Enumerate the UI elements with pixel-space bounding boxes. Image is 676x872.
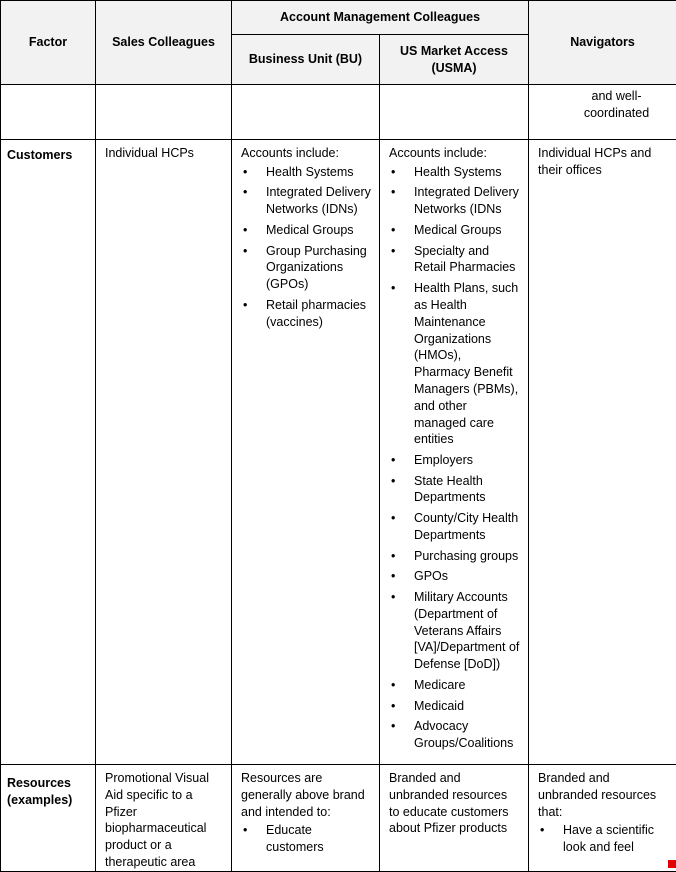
list-item: • County/City Health Departments [389,510,520,544]
list-item: • Employers [389,452,520,469]
list-item: • Educate customers [241,822,371,856]
list-item: • Medicare [389,677,520,694]
continuation-usma-cell [380,85,529,140]
resources-factor: Resources (examples) [1,765,95,809]
list-item: • Medical Groups [389,222,520,239]
list-item: • Retail pharmacies (vaccines) [241,297,371,331]
header-factor: Factor [1,1,96,85]
list-item: • Specialty and Retail Pharmacies [389,243,520,277]
header-us-market-access: US Market Access (USMA) [380,35,529,85]
resources-usma-cell [380,765,529,872]
customers-factor: Customers [1,140,95,164]
resources-usma-text: Branded and unbranded resources to educate customers about Pfizer products [380,765,528,837]
customers-navigators-cell [529,140,676,765]
continuation-factor-cell [1,85,96,140]
header-navigators: Navigators [529,1,676,85]
list-item: • Integrated Delivery Networks (IDNs) [241,184,371,218]
list-item: • Health Systems [389,164,520,181]
header-business-unit: Business Unit (BU) [232,35,380,85]
header-account-management: Account Management Colleagues [232,1,529,35]
customers-sales-text: Individual HCPs [96,140,231,162]
resources-bu-cell [232,765,380,872]
customers-bu-intro: Accounts include: [241,145,371,162]
customers-usma-intro: Accounts include: [389,145,520,162]
list-item: • Medicaid [389,698,520,715]
list-item: • Group Purchasing Organizations (GPOs) [241,243,371,293]
list-item: • Health Systems [241,164,371,181]
resources-navigators-intro: Branded and unbranded resources that: [538,770,668,820]
continuation-row [1,85,676,140]
resources-bu-intro: Resources are generally above brand and intended to: [241,770,371,820]
resources-bu-list [241,822,371,856]
list-item: • GPOs [389,568,520,585]
continuation-sales-cell [96,85,232,140]
corner-mark [668,860,676,868]
list-item: • Advocacy Groups/Coalitions [389,718,520,752]
customers-navigators-text: Individual HCPs and their offices [529,140,676,179]
list-item: • State Health Departments [389,473,520,507]
list-item: • Military Accounts (Department of Veterans Affairs [VA]/Department of Defense [DoD]) [389,589,520,673]
customers-factor-cell [1,140,96,765]
resources-row [1,765,676,872]
resources-navigators-list [538,822,668,856]
list-item: • Purchasing groups [389,548,520,565]
list-item: • Have a scientific look and feel [538,822,668,856]
customers-usma-list [389,164,520,752]
customers-row [1,140,676,765]
customers-bu-list [241,164,371,331]
list-item: • Health Plans, such as Health Maintenance Organizations (HMOs), Pharmacy Benefit Managers (PBMs), and other managed care entities [389,280,520,448]
continuation-bu-cell [232,85,380,140]
resources-navigators-cell [529,765,676,872]
header-sales-colleagues: Sales Colleagues [96,1,232,85]
customers-usma-cell [380,140,529,765]
resources-sales-text: Promotional Visual Aid specific to a Pfizer biopharmaceutical product or a therapeutic area [96,765,231,871]
list-item: • Medical Groups [241,222,371,239]
resources-sales-cell [96,765,232,872]
customers-bu-cell [232,140,380,765]
continuation-text: and well-coordinated [529,85,676,122]
customers-sales-cell [96,140,232,765]
continuation-navigators-cell [529,85,676,140]
list-item: • Integrated Delivery Networks (IDNs [389,184,520,218]
resources-factor-cell [1,765,96,872]
